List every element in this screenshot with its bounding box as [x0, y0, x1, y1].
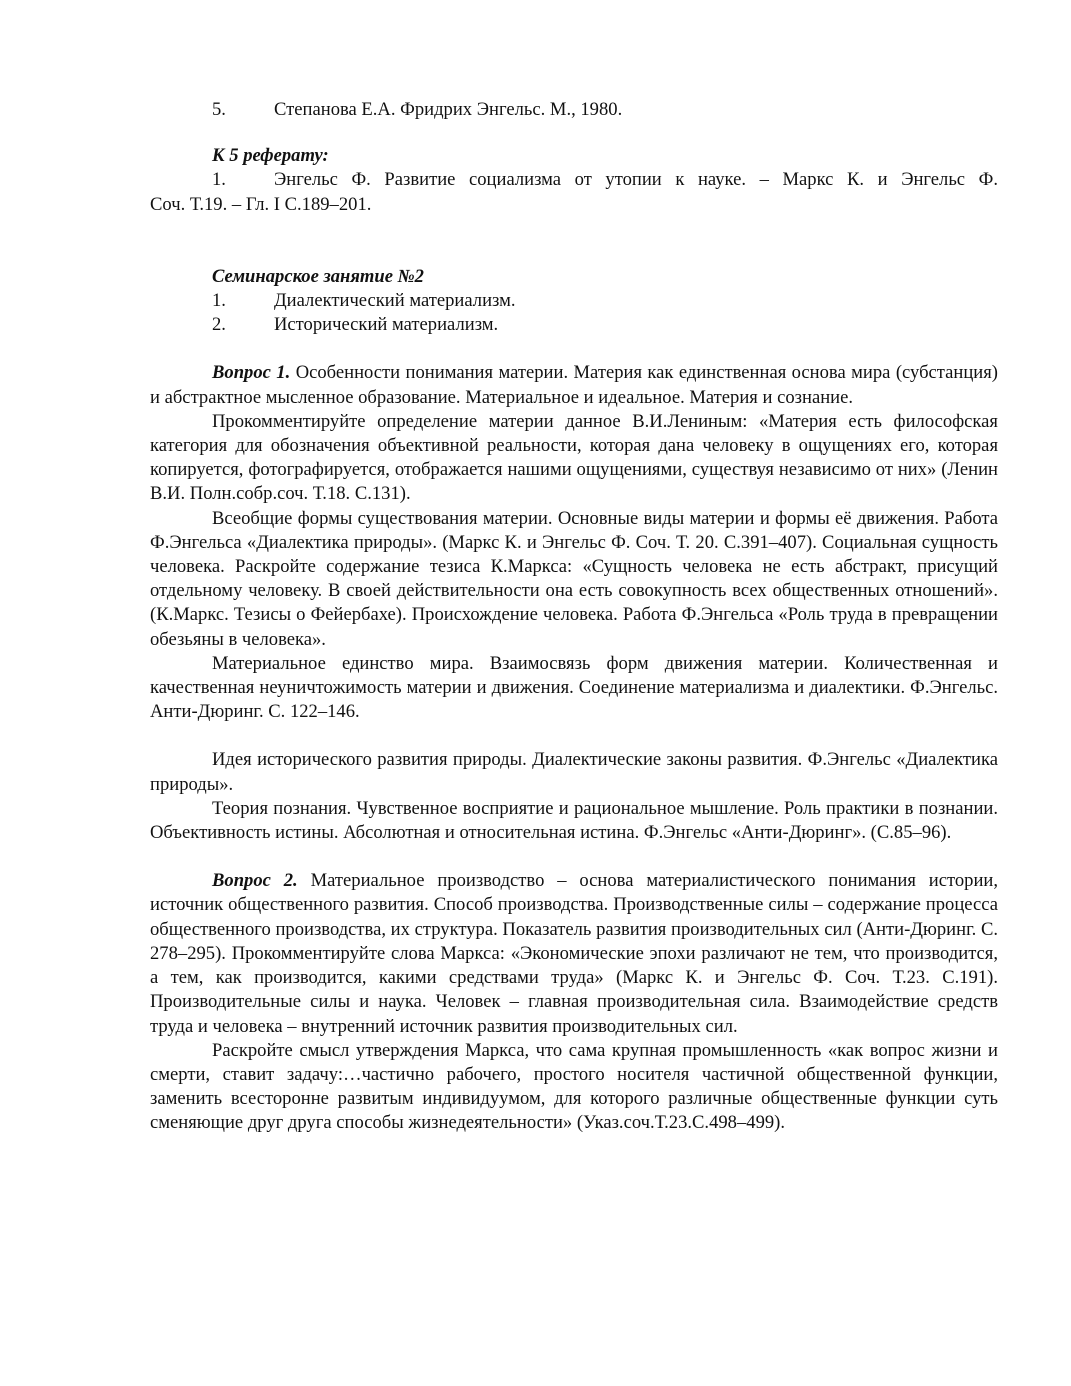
question-1-label: Вопрос 1.: [212, 362, 291, 384]
question-1-paragraph-6: Теория познания. Чувственное восприятие и рациональное мышление. Роль практики в познании. Объективность истины. Абсолютная и относительная истина. Ф.Энгельс «Анти-Дюринг». (С.85–96).: [150, 797, 998, 844]
question-2-label: Вопрос 2.: [212, 870, 298, 892]
report-5-item-number: 1.: [212, 169, 226, 191]
seminar-item-1: [150, 289, 998, 313]
reference-text: Степанова Е.А. Фридрих Энгельс. М., 1980.: [274, 99, 623, 120]
report-5-heading: К 5 реферату:: [212, 145, 329, 167]
question-2-paragraph-2: Раскройте смысл утверждения Маркса, что сама крупная промышленность «как вопрос жизни и смерти, ставит задачу:…частично рабочего, простого носителя частичной общественной функции, заменить всесторонне развитым индивидуумом, для которого различные общественные функции суть сменяющие друг друга способы жизнедеятельности» (Указ.соч.Т.23.С.498–499).: [150, 1039, 998, 1134]
question-2-text: Материальное производство – основа материалистического понимания истории, источник общественного развития. Способ производства. Производственные силы – содержание процесса общественного производства, их структура. Показатель развития производительных сил (Анти-Дюринг. С. 278–295). Прокомментируйте слова Маркса: «Экономические эпохи различают не тем, что производится, а тем, как производится, какими средствами труда» (Маркс К. и Энгельс Ф. Соч. Т.23. С.191). Производительные силы и наука. Человек – главная производительная сила. Взаимодействие средств труда и человека – внутренний источник развития производительных сил.: [150, 870, 998, 1037]
question-1-paragraph-3: Всеобщие формы существования материи. Основные виды материи и формы её движения. Работа Ф.Энгельса «Диалектика природы». (Маркс К. и Энгельс Ф. Соч. Т. 20. С.391–407). Социальная сущность человека. Раскройте содержание тезиса К.Маркса: «Сущность человека не есть абстракт, присущий отдельному человеку. В своей действительности она есть совокупность всех общественных отношений». (К.Маркс. Тезисы о Фейербахе). Происхождение человека. Работа Ф.Энгельса «Роль труда в превращении обезьяны в человека».: [150, 507, 998, 650]
seminar-item-text: Диалектический материализм.: [274, 290, 516, 312]
report-5-item-text: Энгельс Ф. Развитие социализма от утопии к науке. – Маркс К. и Энгельс Ф.: [274, 169, 998, 191]
page-content: [150, 98, 998, 1136]
seminar-item-number: 1.: [212, 290, 226, 312]
question-2-paragraph-1: [150, 869, 998, 1038]
question-1-paragraph-1: [150, 361, 998, 409]
seminar-item-number: 2.: [212, 314, 226, 336]
seminar-heading: Семинарское занятие №2: [212, 265, 424, 287]
seminar-item-text: Исторический материализм.: [274, 314, 499, 336]
report-5-item-continuation: Соч. Т.19. – Гл. I С.189–201.: [150, 193, 372, 215]
reference-number: 5.: [212, 99, 226, 120]
question-1-text: Особенности понимания материи. Материя как единственная основа мира (субстанция) и абстрактное мысленное образование. Материальное и идеальное. Материя и сознание.: [150, 362, 998, 408]
question-1-paragraph-4: Материальное единство мира. Взаимосвязь форм движения материи. Количественная и качественная неуничтожимость материи и движения. Соединение материализма и диалектики. Ф.Энгельс. Анти-Дюринг. С. 122–146.: [150, 652, 998, 723]
report-5-item: [150, 168, 998, 192]
question-1-paragraph-2: Прокомментируйте определение материи данное В.И.Лениным: «Материя есть философская категория для обозначения объективной реальности, которая дана человеку в ощущениях его, которая копируется, фотографируется, отображается нашими ощущениями, существуя независимо от них» (Ленин В.И. Полн.собр.соч. Т.18. С.131).: [150, 410, 998, 505]
reference-item-5: [150, 98, 998, 122]
seminar-item-2: [150, 313, 998, 337]
question-1-paragraph-5: Идея исторического развития природы. Диалектические законы развития. Ф.Энгельс «Диалектика природы».: [150, 749, 998, 795]
